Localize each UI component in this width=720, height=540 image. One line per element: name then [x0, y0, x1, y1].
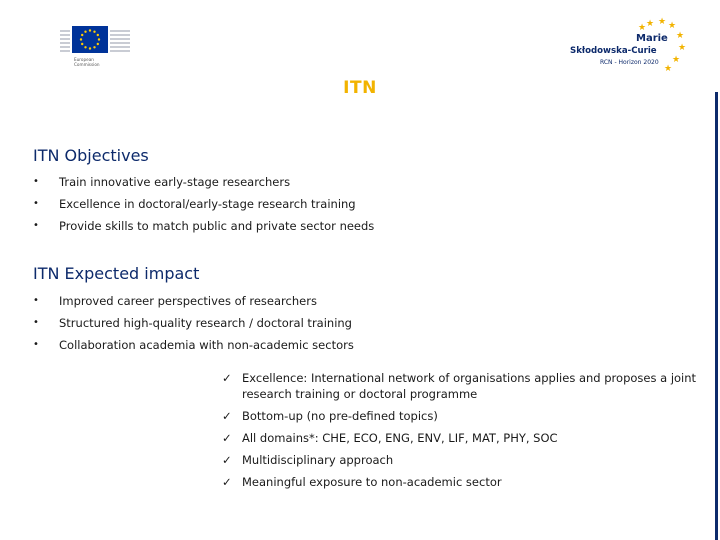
checkmark-icon: ✓: [222, 431, 232, 445]
slide-title-text: ITN: [343, 78, 377, 98]
svg-text:★: ★: [664, 64, 673, 74]
msca-logo: [566, 16, 690, 80]
svg-text:★: ★: [638, 23, 647, 33]
right-accent-rule: [715, 92, 718, 540]
list-item-text: Train innovative early-stage researchers: [59, 175, 291, 189]
bullet-icon: •: [33, 220, 39, 231]
checklist-item-text: All domains*: CHE, ECO, ENG, ENV, LIF, MAT, PHY, SOC: [242, 431, 558, 445]
objectives-heading: ITN Objectives: [33, 146, 149, 165]
list-item-text: Provide skills to match public and private sector needs: [59, 219, 375, 233]
criteria-checklist: [222, 370, 697, 496]
svg-text:★: ★: [678, 43, 687, 53]
msca-logo-line2: Skłodowska-Curie: [570, 46, 657, 56]
list-item: [33, 338, 354, 360]
slide-title: [0, 78, 720, 98]
checklist-item: [222, 430, 697, 446]
bullet-icon: •: [33, 198, 39, 209]
list-item: [33, 197, 374, 219]
msca-logo-line1: Marie: [636, 33, 668, 44]
bullet-icon: •: [33, 295, 39, 306]
ec-logo-text-line1: European: [74, 57, 94, 62]
list-item: [33, 294, 354, 316]
list-item-text: Excellence in doctoral/early-stage research training: [59, 197, 356, 211]
list-item: [33, 316, 354, 338]
checklist-item: [222, 408, 697, 424]
list-item: [33, 219, 374, 241]
checklist-item-text: Multidisciplinary approach: [242, 453, 394, 467]
svg-text:★: ★: [646, 19, 655, 29]
impact-list: [33, 294, 354, 360]
checkmark-icon: ✓: [222, 409, 232, 423]
checklist-item: [222, 474, 697, 490]
list-item-text: Collaboration academia with non-academic sectors: [59, 338, 354, 352]
list-item-text: Structured high-quality research / doctoral training: [59, 316, 352, 330]
ec-logo-text-line2: Commission: [74, 62, 100, 67]
checklist-item: [222, 370, 697, 402]
checkmark-icon: ✓: [222, 453, 232, 467]
checklist-item-text: Bottom-up (no pre-defined topics): [242, 409, 438, 423]
bullet-icon: •: [33, 176, 39, 187]
checkmark-icon: ✓: [222, 475, 232, 489]
bullet-icon: •: [33, 317, 39, 328]
checklist-item-text: Meaningful exposure to non-academic sector: [242, 475, 502, 489]
svg-text:★: ★: [672, 55, 681, 65]
european-commission-logo: [58, 16, 134, 72]
svg-text:★: ★: [658, 17, 667, 27]
impact-heading: ITN Expected impact: [33, 264, 200, 283]
svg-text:★: ★: [676, 31, 685, 41]
objectives-list: [33, 175, 374, 241]
bullet-icon: •: [33, 339, 39, 350]
msca-logo-line3: RCN - Horizon 2020: [600, 59, 659, 66]
checklist-item-text: Excellence: International network of organisations applies and proposes a joint research training or doctoral programme: [242, 371, 697, 401]
checklist-item: [222, 452, 697, 468]
list-item-text: Improved career perspectives of researchers: [59, 294, 317, 308]
list-item: [33, 175, 374, 197]
checkmark-icon: ✓: [222, 371, 232, 385]
svg-text:★: ★: [668, 21, 677, 31]
